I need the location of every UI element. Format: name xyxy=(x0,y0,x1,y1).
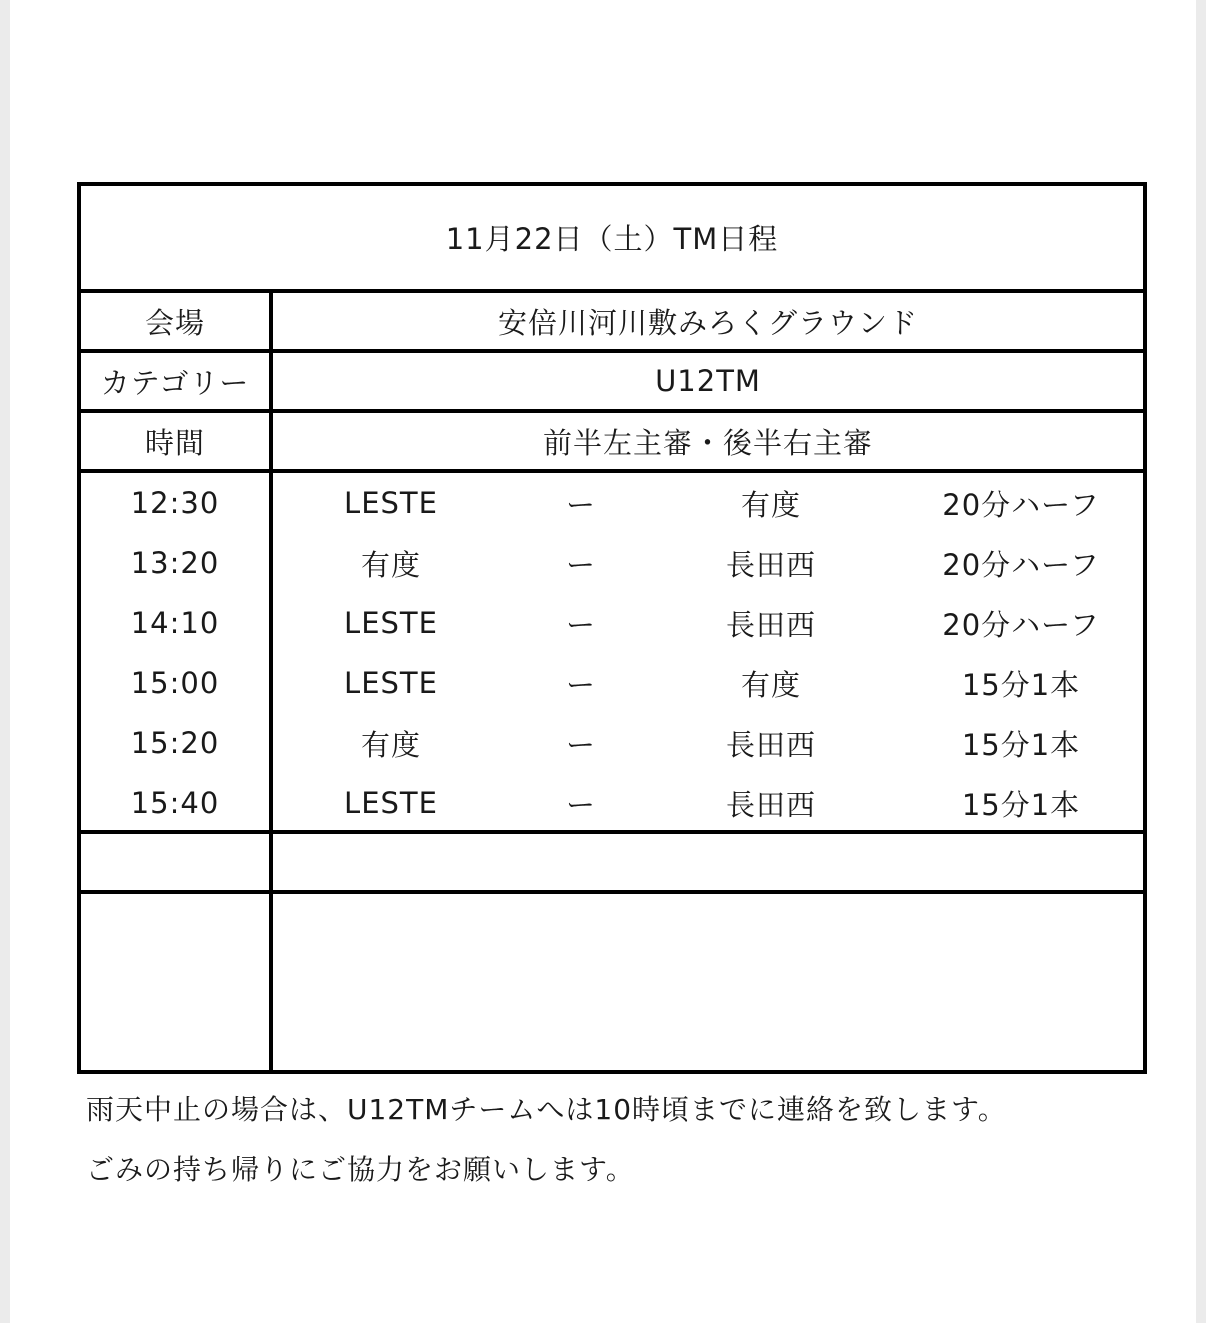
match-format: 20分ハーフ xyxy=(942,547,1100,582)
match-home-team: 有度 xyxy=(360,727,421,762)
match-dash: ー xyxy=(565,607,596,642)
match-time: 15:40 xyxy=(130,786,220,820)
match-time: 13:20 xyxy=(130,546,220,580)
match-dash: ー xyxy=(565,787,596,822)
match-time: 15:20 xyxy=(130,726,220,760)
match-home-team: 有度 xyxy=(360,547,421,582)
match-time: 12:30 xyxy=(130,486,220,520)
divider-matches xyxy=(81,830,1143,834)
note-trash: ごみの持ち帰りにご協力をお願いします。 xyxy=(86,1153,635,1186)
match-away-team: 長田西 xyxy=(725,607,816,642)
match-dash: ー xyxy=(565,727,596,762)
table-row xyxy=(81,713,1143,773)
schedule-table xyxy=(77,182,1147,1074)
match-home-team: LESTE xyxy=(344,786,438,820)
category-label: カテゴリー xyxy=(100,365,250,400)
match-dash: ー xyxy=(565,667,596,702)
time-label: 時間 xyxy=(144,425,205,460)
time-value: 前半左主審・後半右主審 xyxy=(542,425,873,460)
venue-value: 安倍川河川敷みろくグラウンド xyxy=(497,305,918,340)
match-home-team: LESTE xyxy=(344,666,438,700)
match-home-team: LESTE xyxy=(344,606,438,640)
match-home-team: LESTE xyxy=(344,486,438,520)
match-away-team: 有度 xyxy=(740,487,801,522)
table-row xyxy=(81,773,1143,833)
match-away-team: 長田西 xyxy=(725,547,816,582)
match-format: 20分ハーフ xyxy=(942,607,1100,642)
match-away-team: 有度 xyxy=(740,667,801,702)
notes xyxy=(86,1080,1007,1200)
divider-empty xyxy=(81,890,1143,894)
match-time: 15:00 xyxy=(130,666,220,700)
match-away-team: 長田西 xyxy=(725,787,816,822)
schedule-title: 11月22日（土）TM日程 xyxy=(445,222,779,256)
match-time: 14:10 xyxy=(130,606,220,640)
table-row xyxy=(81,473,1143,533)
match-dash: ー xyxy=(565,547,596,582)
match-format: 15分1本 xyxy=(961,787,1081,822)
match-format: 20分ハーフ xyxy=(942,487,1100,522)
document-page xyxy=(10,0,1196,1323)
match-away-team: 長田西 xyxy=(725,727,816,762)
venue-label: 会場 xyxy=(144,305,205,340)
table-row xyxy=(81,593,1143,653)
match-format: 15分1本 xyxy=(961,667,1081,702)
match-format: 15分1本 xyxy=(961,727,1081,762)
column-divider xyxy=(269,289,273,1070)
category-value: U12TM xyxy=(655,364,761,398)
table-row xyxy=(81,653,1143,713)
table-row xyxy=(81,533,1143,593)
note-rain-cancel: 雨天中止の場合は、U12TMチームへは10時頃までに連絡を致します。 xyxy=(86,1093,1007,1126)
match-dash: ー xyxy=(565,487,596,522)
